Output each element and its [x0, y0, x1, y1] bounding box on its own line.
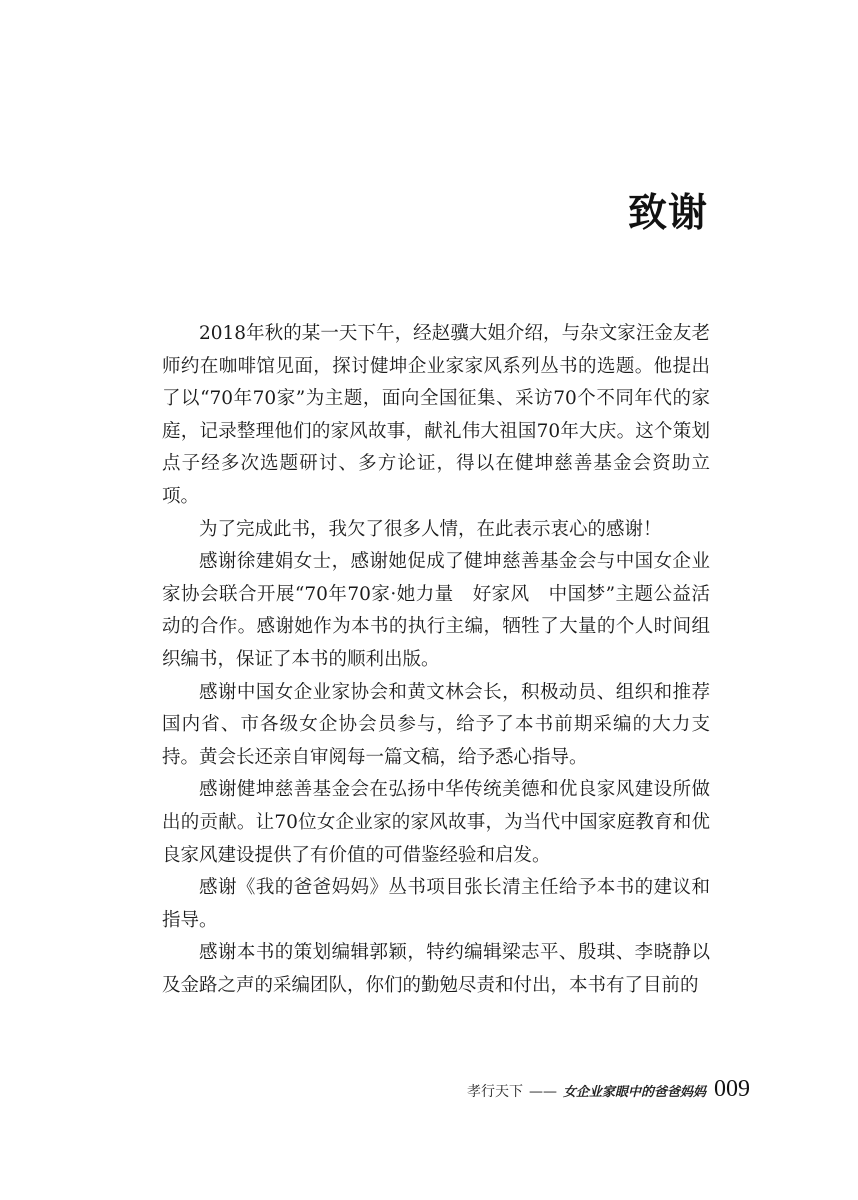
page-footer — [467, 1076, 750, 1103]
paragraph: 为了完成此书，我欠了很多人情，在此表示衷心的感谢！ — [199, 518, 662, 540]
body-text — [162, 318, 710, 1002]
page-number: 009 — [714, 1076, 750, 1102]
page-title: 致谢 — [627, 191, 708, 236]
footer-book-subtitle: 女企业家眼中的爸爸妈妈 — [562, 1085, 706, 1100]
paragraph: 感谢中国女企业家协会和黄文林会长，积极动员、组织和推荐国内省、市各级女企协会员参与，给予了本书前期采编的大力支持。黄会长还亲自审阅每一篇文稿，给予悉心指导。 — [162, 681, 710, 768]
paragraph: 感谢《我的爸爸妈妈》丛书项目张长清主任给予本书的建议和指导。 — [162, 877, 710, 931]
paragraph: 2018年秋的某一天下午，经赵骥大姐介绍，与杂文家汪金友老师约在咖啡馆见面，探讨健坤企业家家风系列丛书的选题。他提出了以“70年70家”为主题，面向全国征集、采访70个不同年代的家庭，记录整理他们的家风故事，献礼伟大祖国70年大庆。这个策划点子经多次选题研讨、多方论证，得以在健坤慈善基金会资助立项。 — [162, 323, 710, 507]
footer-dash: —— — [528, 1084, 557, 1100]
paragraph: 感谢健坤慈善基金会在弘扬中华传统美德和优良家风建设所做出的贡献。让70位女企业家的家风故事，为当代中国家庭教育和优良家风建设提供了有价值的可借鉴经验和启发。 — [162, 779, 710, 866]
paragraph: 感谢本书的策划编辑郭颖，特约编辑梁志平、殷琪、李晓静以及金路之声的采编团队，你们的勤勉尽责和付出，本书有了目前的 — [162, 942, 710, 996]
footer-series-title: 孝行天下 — [466, 1084, 523, 1100]
paragraph: 感谢徐建娟女士，感谢她促成了健坤慈善基金会与中国女企业家协会联合开展“70年70家·她力量 好家风 中国梦”主题公益活动的合作。感谢她作为本书的执行主编，牺牲了大量的个人时间组织编书，保证了本书的顺利出版。 — [162, 551, 710, 670]
